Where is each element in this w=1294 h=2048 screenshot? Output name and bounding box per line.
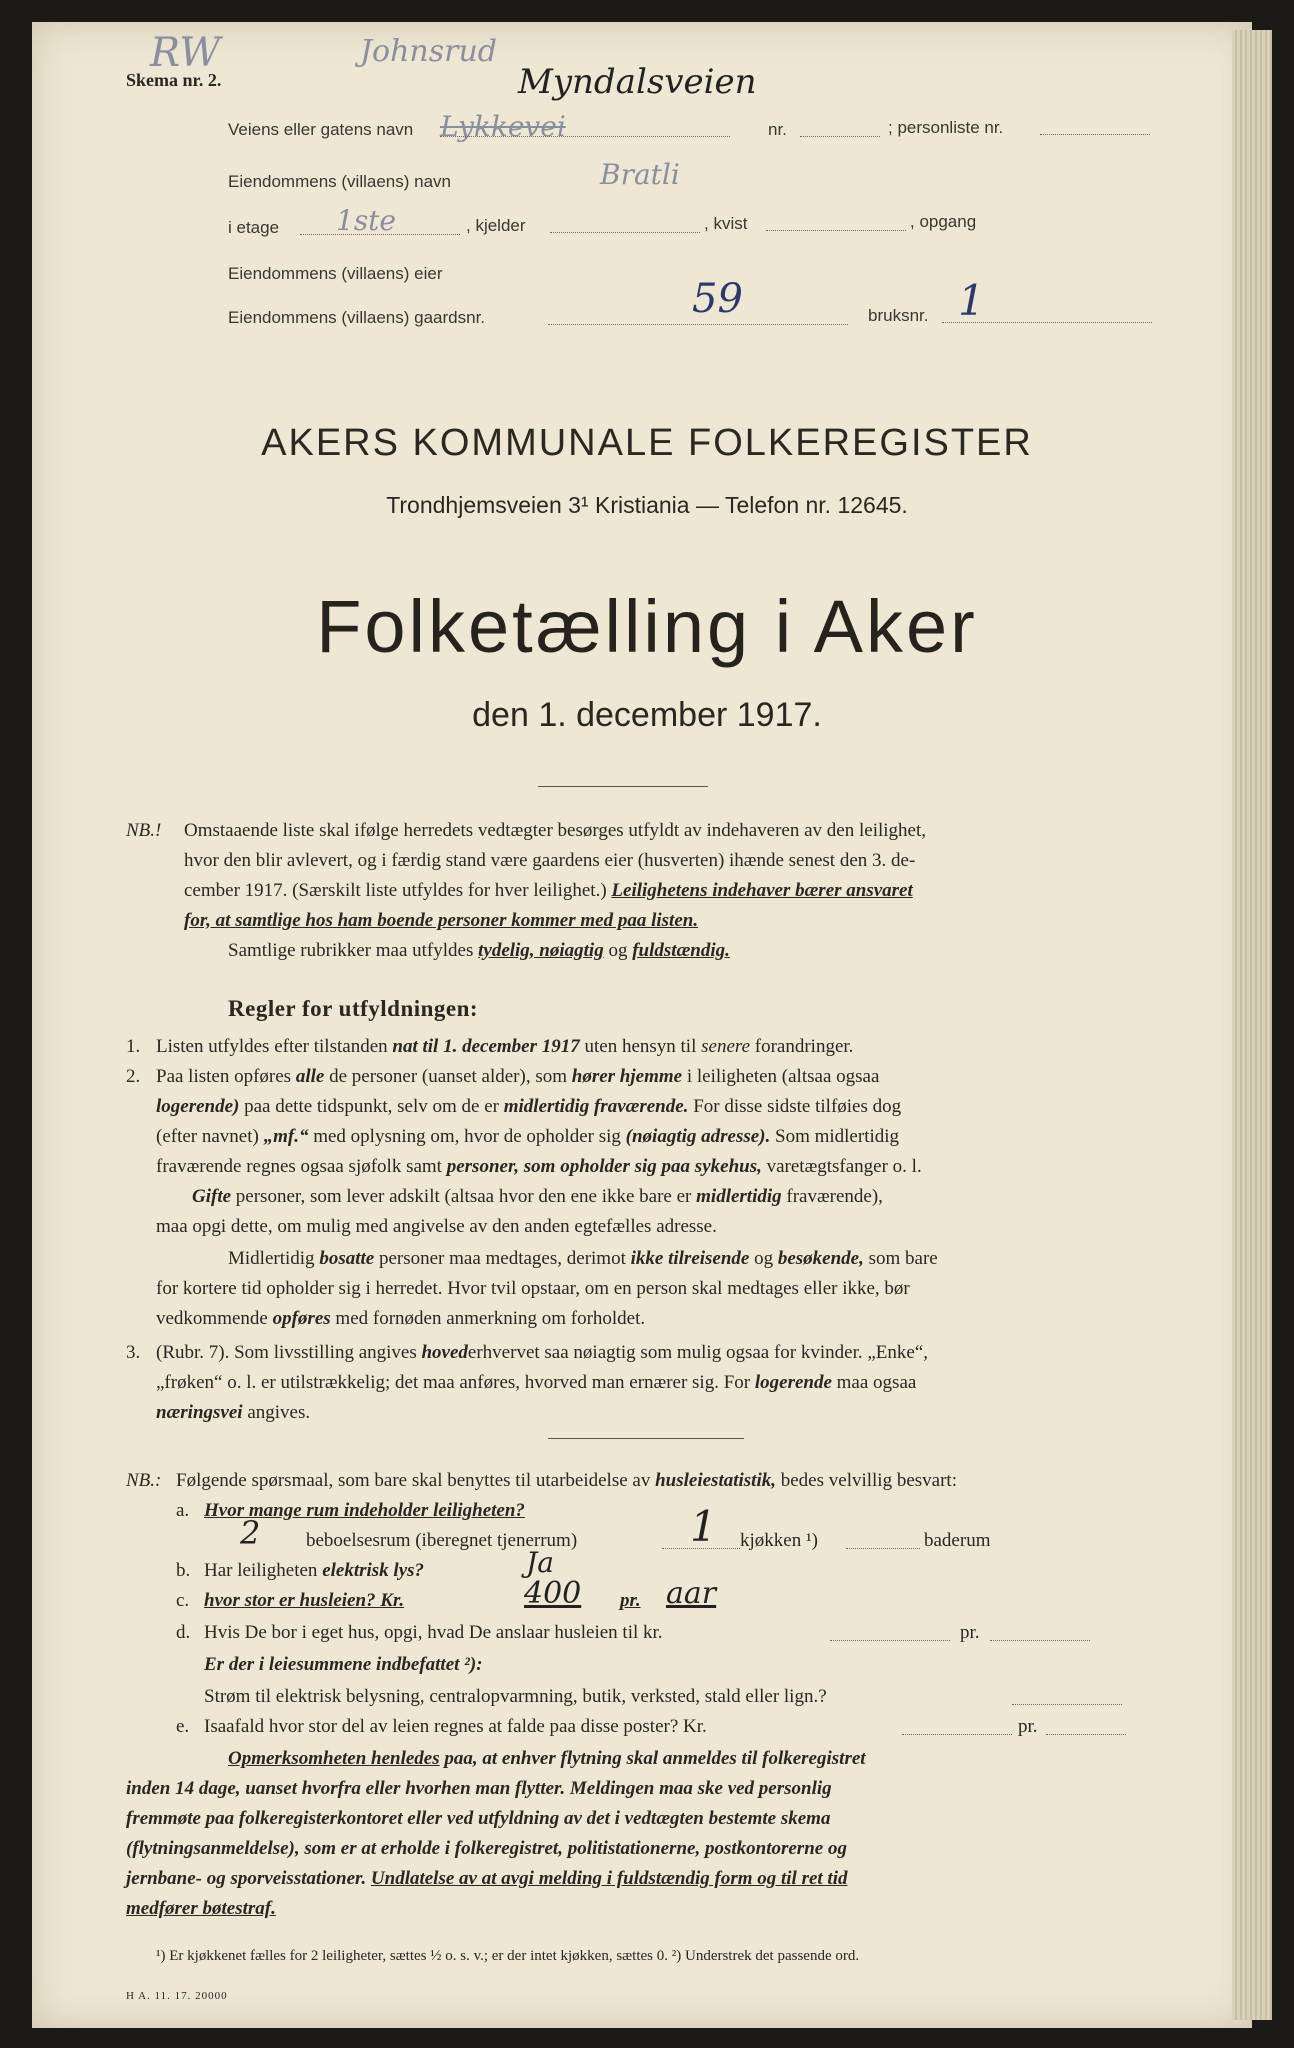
nr-label: nr. [768, 120, 787, 139]
rule-1-number: 1. [126, 1036, 141, 1057]
street-struck-value: Lykkevei [440, 110, 566, 143]
basement-line [550, 232, 700, 233]
nb1-responsibility-text: Leilighetens indehaver bærer ansvaret [611, 880, 913, 901]
document-date: den 1. december 1917. [472, 696, 822, 734]
organization-name: AKERS KOMMUNALE FOLKEREGISTER [261, 422, 1033, 464]
included-line [1012, 1704, 1122, 1705]
kitchen-line [662, 1548, 740, 1549]
rule-2-number: 2. [126, 1066, 141, 1087]
rule-2-line-1: Paa listen opføres alle de personer (uanset alder), som hører hjemme i leiligheten (altsaa ogsaa [156, 1066, 880, 1087]
question-e-text: Isaafald hvor stor del av leien regnes at falde paa disse poster? Kr. [204, 1716, 707, 1737]
included-question: Er der i leiesummene indbefattet ²): [204, 1654, 483, 1675]
notice-line-5: jernbane- og sporveisstationer. Undlatelse av at avgi melding i fuldstændig form og til ret tid [126, 1868, 848, 1889]
attic-line [766, 230, 906, 231]
document-title: Folketælling i Aker [316, 585, 978, 668]
floor-line [300, 234, 460, 235]
notice-line-6: medfører bøtestraf. [126, 1898, 276, 1919]
rule-3-line-1: (Rubr. 7). Som livsstilling angives hovederhvervet saa nøiagtig som mulig ogsaa for kvinder. „Enke“, [156, 1342, 929, 1363]
rule-2-line-5: Gifte personer, som lever adskilt (altsaa hvor den ene ikke bare er midlertidig fraværende), [192, 1186, 883, 1207]
rule-3-number: 3. [126, 1342, 141, 1363]
rule-2-line-8: for kortere tid opholder sig i herredet. Hvor tvil opstaar, om en person skal medtages eller ikke, bør [156, 1278, 910, 1299]
bath-line [846, 1548, 920, 1549]
nb1-line-4: for, at samtlige hos ham boende personer kommer med paa listen. [184, 910, 699, 931]
rent-value: 400 [524, 1576, 582, 1611]
stair-label: , opgang [910, 212, 977, 231]
print-code: H A. 11. 17. 20000 [126, 1990, 228, 2002]
rent-period-value: aar [666, 1576, 717, 1611]
nb1-lead: NB.! [126, 820, 162, 841]
attic-label: , kvist [704, 214, 748, 233]
basement-label: , kjelder [466, 216, 526, 235]
rules-divider [548, 1438, 744, 1439]
rule-2-line-3: (efter navnet) „mf.“ med oplysning om, hvor de opholder sig (nøiagtig adresse). Som midlertidig [156, 1126, 900, 1147]
kitchen-value: 1 [690, 1502, 717, 1551]
rule-1-text: Listen utfyldes efter tilstanden nat til 1. december 1917 uten hensyn til senere forandringer. [156, 1036, 854, 1057]
street-value: Myndalsveien [518, 62, 757, 102]
electric-light-value: Ja [526, 1546, 554, 1579]
street-line [440, 136, 730, 137]
rule-2-line-6: maa opgi dette, om mulig med angivelse av den anden egtefælles adresse. [156, 1216, 717, 1237]
rule-3-line-2: „frøken“ o. l. er utilstrækkelig; det maa anføres, hvorved man ernærer sig. For logerende maa ogsaa [156, 1372, 917, 1393]
rule-2-line-4: fraværende regnes ogsaa sjøfolk samt personer, som opholder sig paa sykehus, varetægtsfanger o. l. [156, 1156, 922, 1177]
kitchen-label: kjøkken ¹) [740, 1530, 818, 1551]
personliste-line [1040, 134, 1150, 135]
rules-heading: Regler for utfyldningen: [228, 996, 479, 1021]
gaardsnr-label: Eiendommens (villaens) gaardsnr. [228, 308, 486, 327]
nb1-line-1: Omstaaende liste skal ifølge herredets vedtægter besørges utfyldt av indehaveren av den leilighet, [184, 820, 926, 841]
notice-line-1: Opmerksomheten henledes paa, at enhver flytning skal anmeldes til folkeregistret [228, 1748, 866, 1769]
street-label: Veiens eller gatens navn [228, 120, 414, 139]
personliste-label: ; personliste nr. [888, 118, 1004, 137]
question-d-pr: pr. [960, 1622, 980, 1643]
question-b-label: b. [176, 1560, 191, 1581]
nb1-line-5: Samtlige rubrikker maa utfyldes tydelig, nøiagtig og fuldstændig. [228, 940, 730, 961]
rule-2-line-7: Midlertidig bosatte personer maa medtages, derimot ikke tilreisende og besøkende, som bare [228, 1248, 938, 1269]
schema-label: Skema nr. 2. [126, 70, 222, 90]
nb2-intro: Følgende spørsmaal, som bare skal benyttes til utarbeidelse av husleiestatistik, bedes velvillig besvart: [176, 1470, 957, 1491]
floor-label: i etage [228, 218, 280, 237]
question-d-text: Hvis De bor i eget hus, opgi, hvad De anslaar husleien til kr. [204, 1622, 663, 1643]
rooms-label: beboelsesrum (iberegnet tjenerrum) [306, 1530, 578, 1551]
notice-line-4: (flytningsanmeldelse), som er at erholde i folkeregistret, politistationerne, postkontorerne og [126, 1838, 847, 1859]
rooms-value: 2 [240, 1514, 261, 1552]
footnote: ¹) Er kjøkkenet fælles for 2 leiligheter, sættes ½ o. s. v.; er der intet kjøkken, sættes 0. ²) Understrek det passende ord. [156, 1948, 860, 1964]
annotation-name: Johnsrud [360, 34, 497, 69]
property-name-label: Eiendommens (villaens) navn [228, 172, 451, 191]
nb1-line-2: hvor den blir avlevert, og i færdig stand være gaardens eier (husverten) ihænde senest den 3. de- [184, 850, 916, 871]
nb2-lead: NB.: [126, 1470, 162, 1491]
owner-label: Eiendommens (villaens) eier [228, 264, 443, 283]
rule-3-line-3: næringsvei angives. [156, 1402, 311, 1423]
annotation-initials: RW [150, 30, 221, 76]
own-house-period-line [990, 1640, 1090, 1641]
bath-label: baderum [924, 1530, 991, 1551]
question-a-text: Hvor mange rum indeholder leiligheten? [204, 1500, 525, 1521]
rule-2-line-2: logerende) paa dette tidspunkt, selv om de er midlertidig fraværende. For disse sidste tilføies dog [156, 1096, 902, 1117]
share-period-line [1046, 1734, 1126, 1735]
organization-address: Trondhjemsveien 3¹ Kristiania — Telefon nr. 12645. [386, 492, 908, 518]
question-c-text: hvor stor er husleien? Kr. [204, 1590, 405, 1611]
gaardsnr-value: 59 [692, 276, 743, 322]
bruksnr-value: 1 [958, 276, 985, 325]
nr-line [800, 136, 880, 137]
question-b-text: Har leiligheten elektrisk lys? [204, 1560, 425, 1581]
title-divider [538, 786, 708, 787]
notice-line-3: fremmøte paa folkeregisterkontoret eller ved utfyldning av det i vedtægten bestemte skema [126, 1808, 831, 1829]
share-amount-line [902, 1734, 1012, 1735]
question-a-label: a. [176, 1500, 190, 1521]
rule-2-line-9: vedkommende opføres med fornøden anmerkning om forholdet. [156, 1308, 646, 1329]
nb1-line-3: cember 1917. (Særskilt liste utfyldes for hver leilighet.) Leilighetens indehaver bærer ansvaret [184, 880, 913, 901]
notice-line-2: inden 14 dage, uanset hvorfra eller hvorhen man flytter. Meldingen maa ske ved personlig [126, 1778, 832, 1799]
question-c-label: c. [176, 1590, 190, 1611]
included-list: Strøm til elektrisk belysning, centralopvarmning, butik, verksted, stald eller lign.? [204, 1686, 827, 1707]
rent-pr-label: pr. [620, 1590, 641, 1611]
question-d-label: d. [176, 1622, 191, 1643]
question-e-label: e. [176, 1716, 190, 1737]
page-edge-stack [1232, 30, 1272, 2020]
bruksnr-label: bruksnr. [868, 306, 929, 325]
gaardsnr-line [548, 324, 848, 325]
question-e-pr: pr. [1018, 1716, 1038, 1737]
property-name-value: Bratli [600, 158, 680, 191]
own-house-rent-line [830, 1640, 950, 1641]
floor-value: 1ste [336, 204, 397, 237]
